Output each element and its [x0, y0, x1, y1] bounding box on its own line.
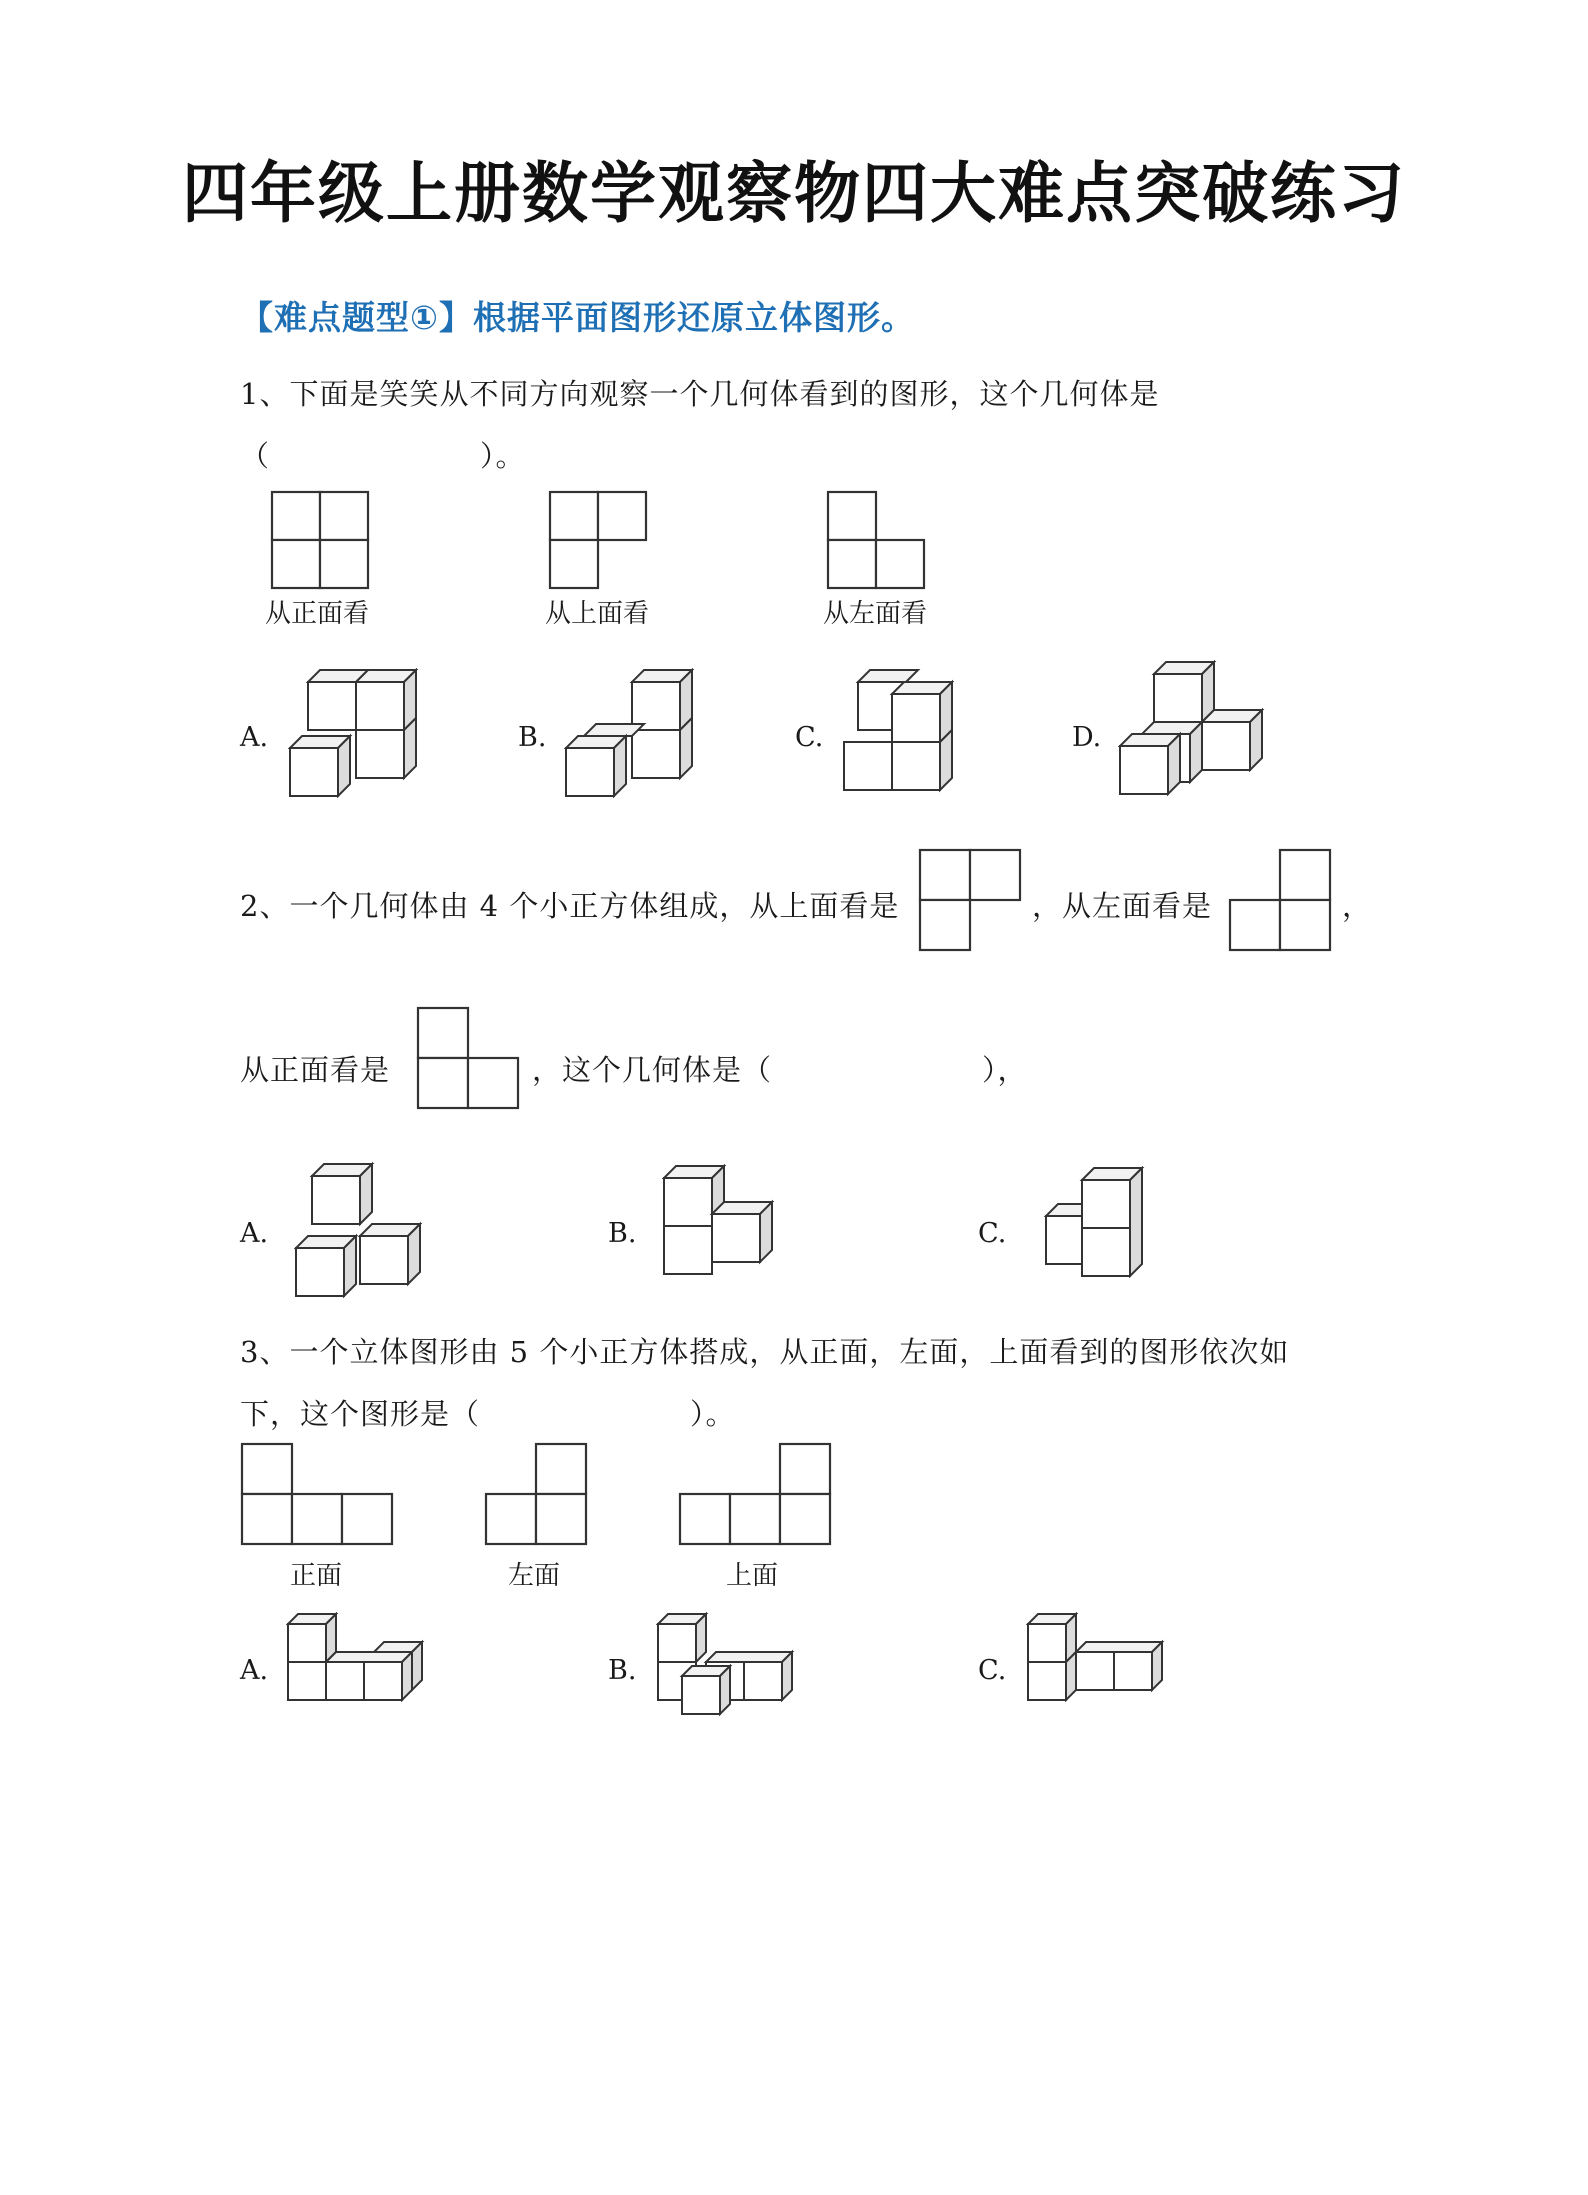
q2-option-a-figure[interactable] — [294, 1160, 444, 1310]
q2-option-a-label[interactable]: A. — [240, 1218, 269, 1249]
q1-view-label-front: 从正面看 — [265, 599, 370, 629]
question-1-text: 1、下面是笑笑从不同方向观察一个几何体看到的图形，这个几何体是 — [240, 377, 1160, 411]
question-3-text: 3、一个立体图形由 5 个小正方体搭成，从正面，左面，上面看到的图形依次如 — [240, 1335, 1290, 1369]
q1-option-d-figure[interactable] — [1118, 656, 1278, 816]
q1-left-view — [826, 490, 936, 600]
q2-top-view — [918, 848, 1028, 958]
q3-front-view — [240, 1442, 400, 1552]
question-2-text: 2、一个几何体由 4 个小正方体组成，从上面看是 — [240, 889, 900, 923]
q2-left-view — [1228, 848, 1338, 958]
q3-top-view — [678, 1442, 838, 1552]
q3-left-view — [484, 1442, 594, 1552]
q3-option-b-label[interactable]: B. — [608, 1655, 637, 1686]
question-1-answer-line: （ ）。 — [240, 439, 526, 473]
question-2-comma: ， — [1342, 889, 1373, 923]
q3-view-label-left: 左面 — [508, 1561, 561, 1591]
q3-option-a-figure[interactable] — [286, 1612, 446, 1722]
q3-view-label-top: 上面 — [726, 1561, 779, 1591]
q2-option-c-figure[interactable] — [1044, 1166, 1194, 1306]
q3-option-a-label[interactable]: A. — [240, 1655, 269, 1686]
q1-view-label-top: 从上面看 — [545, 599, 650, 629]
q1-option-a-figure[interactable] — [288, 668, 438, 808]
q1-option-d-label[interactable]: D. — [1072, 722, 1102, 753]
page-title: 四年级上册数学观察物四大难点突破练习 — [182, 155, 1406, 232]
q1-top-view — [548, 490, 658, 600]
q3-option-b-figure[interactable] — [656, 1612, 816, 1732]
q1-option-b-figure[interactable] — [564, 668, 714, 808]
q2-front-view — [416, 1006, 526, 1116]
q1-option-c-figure[interactable] — [842, 668, 992, 808]
q1-option-c-label[interactable]: C. — [795, 722, 824, 753]
q2-option-b-label[interactable]: B. — [608, 1218, 637, 1249]
question-3-answer-line: 下，这个图形是（ ）。 — [240, 1397, 736, 1431]
section-heading: 【难点题型①】根据平面图形还原立体图形。 — [240, 298, 915, 337]
q1-option-b-label[interactable]: B. — [518, 722, 547, 753]
question-2-text-left-view: ，从左面看是 — [1032, 889, 1213, 923]
q3-option-c-figure[interactable] — [1026, 1612, 1186, 1722]
q1-front-view — [270, 490, 380, 600]
q1-view-label-left: 从左面看 — [823, 599, 928, 629]
q2-option-c-label[interactable]: C. — [978, 1218, 1007, 1249]
question-2-front-text: 从正面看是 — [240, 1053, 391, 1087]
q1-option-a-label[interactable]: A. — [240, 722, 269, 753]
q3-view-label-front: 正面 — [290, 1561, 343, 1591]
question-2-answer-line: ，这个几何体是（ ）， — [532, 1053, 1028, 1087]
q3-option-c-label[interactable]: C. — [978, 1655, 1007, 1686]
q2-option-b-figure[interactable] — [662, 1164, 812, 1304]
